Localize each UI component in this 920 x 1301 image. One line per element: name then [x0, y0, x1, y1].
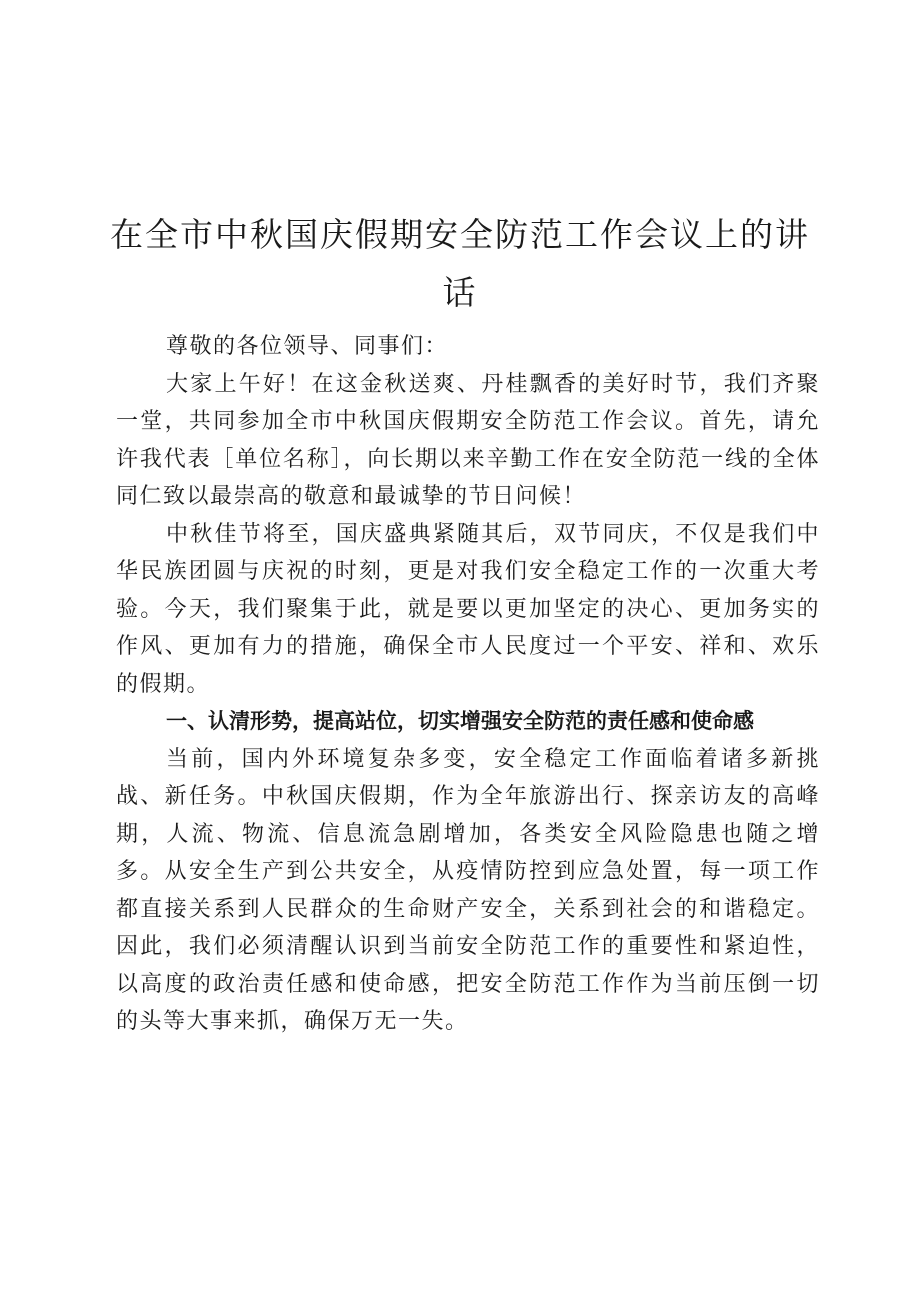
section-paragraph: 当前，国内外环境复杂多变，安全稳定工作面临着诸多新挑战、新任务。中秋国庆假期，作为全年旅游出行、探亲访友的高峰期，人流、物流、信息流急剧增加，各类安全风险隐患也随之增多。从安全生产到公共安全，从疫情防控到应急处置，每一项工作都直接关系到人民群众的生命财产安全，关系到社会的和谐稳定。因此，我们必须清醒认识到当前安全防范工作的重要性和紧迫性，以高度的政治责任感和使命感，把安全防范工作作为当前压倒一切的头等大事来抓，确保万无一失。 — [116, 746, 820, 1034]
paragraph-greeting: 大家上午好！在这金秋送爽、丹桂飘香的美好时节，我们齐聚一堂，共同参加全市中秋国庆假期安全防范工作会议。首先，请允许我代表［单位名称］，向长期以来辛勤工作在安全防范一线的全体同仁致以最崇高的敬意和最诚挚的节日问候！ — [116, 371, 820, 509]
document-body — [116, 328, 820, 1041]
section-heading: 一、认清形势，提高站位，切实增强安全防范的责任感和使命感 — [166, 709, 754, 733]
document-title: 在全市中秋国庆假期安全防范工作会议上的讲话 — [110, 215, 810, 312]
paragraph-occasion: 中秋佳节将至，国庆盛典紧随其后，双节同庆，不仅是我们中华民族团圆与庆祝的时刻，更是对我们安全稳定工作的一次重大考验。今天，我们聚集于此，就是要以更加坚定的决心、更加务实的作风、更加有力的措施，确保全市人民度过一个平安、祥和、欢乐的假期。 — [116, 521, 820, 697]
salutation: 尊敬的各位领导、同事们： — [166, 334, 449, 359]
